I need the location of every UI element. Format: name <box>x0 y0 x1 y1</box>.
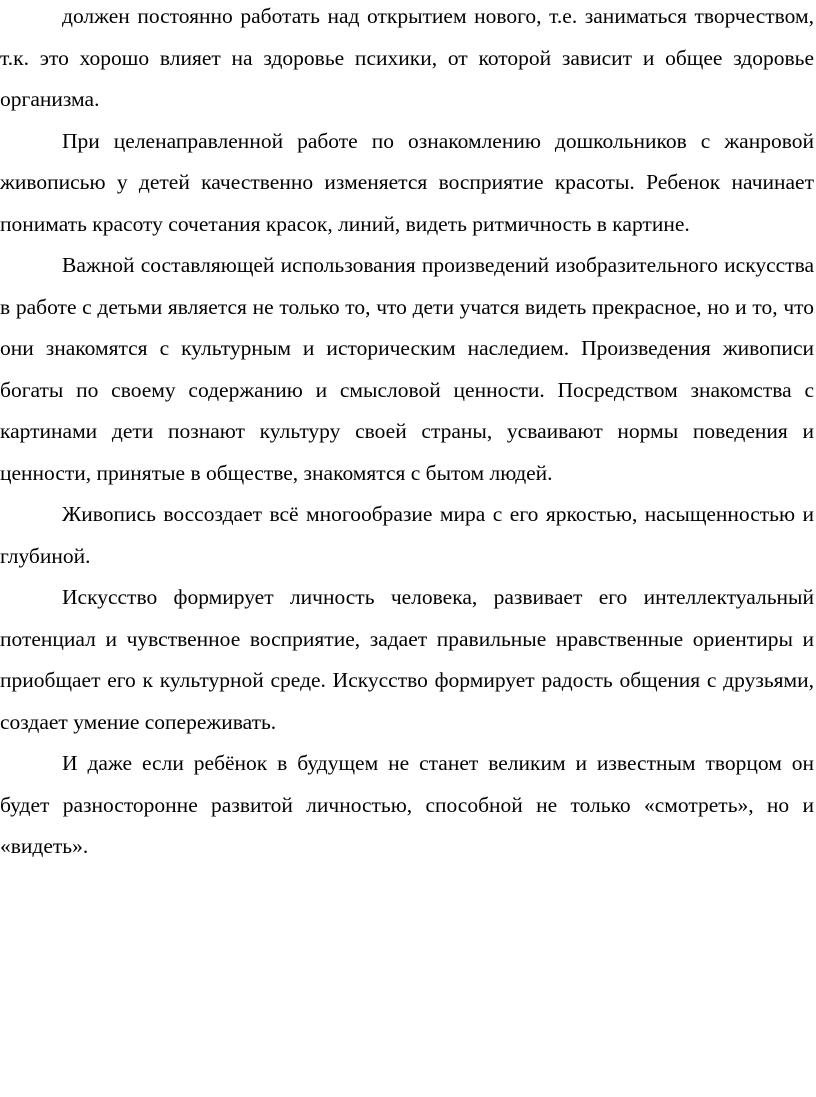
paragraph-continuation: должен постоянно работать над открытием нового, т.е. заниматься творчеством, т.к. это хорошо влияет на здоровье психики, от которой зависит и общее здоровье организма. <box>0 4 814 111</box>
paragraph-art-personality: Искусство формирует личность человека, развивает его интеллектуальный потенциал и чувственное восприятие, задает правильные нравственные ориентиры и приобщает его к культурной среде. Искусство формирует радость общения с друзьями, создает умение сопереживать. <box>0 585 814 734</box>
paragraph-conclusion: И даже если ребёнок в будущем не станет великим и известным творцом он будет разносторонне развитой личностью, способной не только «смотреть», но и «видеть». <box>0 751 814 858</box>
paragraph-genre-painting: При целенаправленной работе по ознакомлению дошкольников с жанровой живописью у детей качественно изменяется восприятие красоты. Ребенок начинает понимать красоту сочетания красок, линий, видеть ритмичность в картине. <box>0 128 814 236</box>
paragraph-painting-world: Живопись воссоздает всё многообразие мира с его яркостью, насыщенностью и глубиной. <box>0 502 814 568</box>
paragraph-art-heritage: Важной составляющей использования произведений изобразительного искусства в работе с детьми является не только то, что дети учатся видеть прекрасное, но и то, что они знакомятся с культурным и историческим наследием. Произведения живописи богаты по своему содержанию и смысловой ценности. Посредством знакомства с картинами дети познают культуру своей страны, усваивают нормы поведения и ценности, принятые в обществе, знакомятся с бытом людей. <box>0 253 814 485</box>
